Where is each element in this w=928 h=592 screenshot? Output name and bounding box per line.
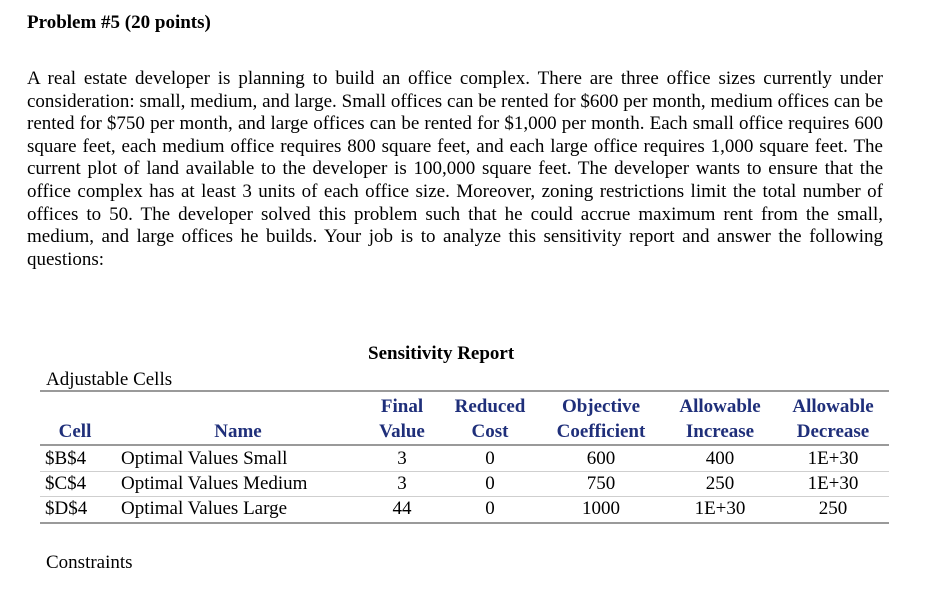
adjustable-cells-label: Adjustable Cells (46, 369, 173, 390)
table-top-rule (40, 390, 889, 392)
header-final-line2: Value (379, 421, 425, 442)
header-rule (40, 444, 889, 446)
header-reduced-line1: Reduced (454, 396, 526, 417)
table-row (0, 473, 928, 497)
header-increase-line1: Allowable (679, 396, 761, 417)
header-decrease-line1: Allowable (792, 396, 874, 417)
row-decrease: 1E+30 (807, 473, 859, 494)
row-increase: 250 (705, 473, 735, 494)
row-name: Optimal Values Medium (121, 473, 308, 494)
header-increase-line2: Increase (685, 421, 755, 442)
row-objective: 750 (586, 473, 616, 494)
header-objective-line1: Objective (561, 396, 641, 417)
constraints-label: Constraints (46, 552, 133, 573)
table-bottom-rule (40, 522, 889, 524)
header-name: Name (214, 421, 262, 442)
header-reduced-line2: Cost (471, 421, 509, 442)
row-final: 3 (397, 448, 407, 469)
row-final: 44 (392, 498, 412, 519)
row-reduced: 0 (485, 448, 495, 469)
report-title: Sensitivity Report (368, 343, 515, 364)
row-cell: $D$4 (45, 498, 88, 519)
row-name: Optimal Values Large (121, 498, 288, 519)
row-cell: $B$4 (45, 448, 87, 469)
problem-title: Problem #5 (20 points) (27, 12, 211, 33)
header-final-line1: Final (380, 396, 424, 417)
header-objective-line2: Coefficient (556, 421, 646, 442)
row-divider (40, 496, 889, 497)
header-cell: Cell (58, 421, 92, 442)
row-decrease: 250 (818, 498, 848, 519)
row-cell: $C$4 (45, 473, 87, 494)
row-reduced: 0 (485, 473, 495, 494)
row-divider (40, 471, 889, 472)
row-name: Optimal Values Small (121, 448, 288, 469)
row-objective: 600 (586, 448, 616, 469)
row-decrease: 1E+30 (807, 448, 859, 469)
table-row (0, 448, 928, 472)
problem-description: A real estate developer is planning to build an office complex. There are three office sizes currently under consideration: small, medium, and large. Small offices can be rented for $600 per month, medium offices can be rented for $750 per month, and large offices can be rented for $1,000 per month. Each small office requires 600 square feet, each medium office requires 800 square feet, and each large office requires 1,000 square feet. The current plot of land available to the developer is 100,000 square feet. The developer wants to ensure that the office complex has at least 3 units of each office size. Moreover, zoning restrictions limit the total number of offices to 50. The developer solved this problem such that he could accrue maximum rent from the small, medium, and large offices he builds. Your job is to analyze this sensitivity report and answer the following questions: (27, 68, 883, 270)
header-decrease-line2: Decrease (796, 421, 870, 442)
row-final: 3 (397, 473, 407, 494)
row-objective: 1000 (582, 498, 620, 519)
row-increase: 400 (705, 448, 735, 469)
table-row (0, 498, 928, 522)
row-reduced: 0 (485, 498, 495, 519)
row-increase: 1E+30 (694, 498, 746, 519)
